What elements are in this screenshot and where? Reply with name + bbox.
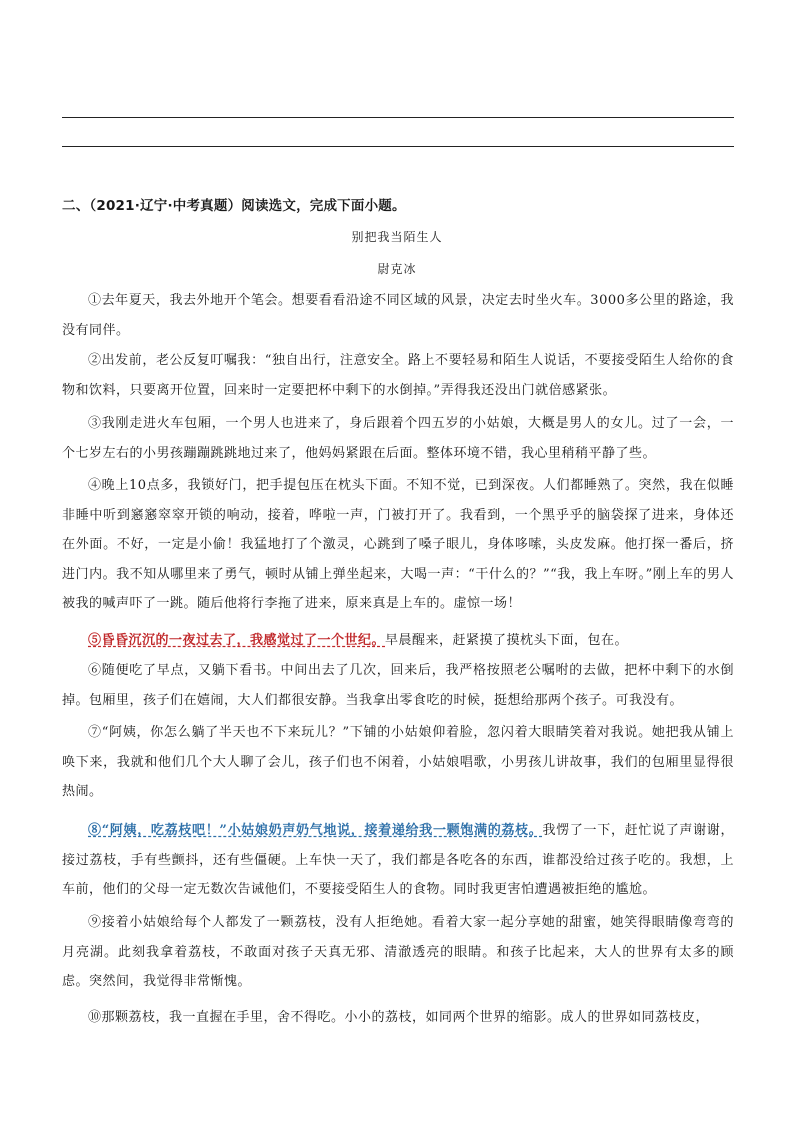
answer-line (62, 117, 734, 118)
paragraph: ②出发前，老公反复叮嘱我：“独自出行，注意安全。路上不要轻易和陌生人说话，不要接受陌生人给你的食物和饮料，只要离开位置，回来时一定要把杯中剩下的水倒掉。”弄得我还没出门就倍感紧张。 (62, 353, 734, 398)
paragraph: ⑤昏昏沉沉的一夜过去了，我感觉过了一个世纪。早晨醒来，赶紧摸了摸枕头下面，包在。 (88, 633, 629, 648)
paragraph: ⑩那颗荔枝，我一直握在手里，舍不得吃。小小的荔枝，如同两个世界的缩影。成人的世界如同荔枝皮， (88, 1010, 710, 1025)
paragraph: ③我刚走进火车包厢，一个男人也进来了，身后跟着个四五岁的小姑娘，大概是男人的女儿。过了一会，一个七岁左右的小男孩蹦蹦跳跳地过来了，他妈妈紧跟在后面。整体环境不错，我心里稍稍平静了些。 (62, 416, 734, 461)
article-author: 尉克冰 (377, 262, 417, 276)
highlighted-sentence: ⑧“阿姨，吃荔枝吧！”小姑娘奶声奶气地说，接着递给我一颗饱满的荔枝。 (88, 823, 543, 838)
section-heading: 二、（2021·辽宁·中考真题）阅读选文，完成下面小题。 (62, 198, 406, 214)
article-title: 别把我当陌生人 (351, 230, 443, 244)
highlighted-sentence: ⑤昏昏沉沉的一夜过去了，我感觉过了一个世纪。 (88, 633, 386, 648)
answer-line (62, 146, 734, 147)
paragraph: ①去年夏天，我去外地开个笔会。想要看看沿途不同区域的风景，决定去时坐火车。3000多公里的路途，我没有同伴。 (62, 293, 734, 338)
paragraph: ⑧“阿姨，吃荔枝吧！”小姑娘奶声奶气地说，接着递给我一颗饱满的荔枝。我愣了一下，赶忙说了声谢谢，接过荔枝，手有些颤抖，还有些僵硬。上车快一天了，我们都是各吃各的东西，谁都没给过孩子吃的。我想，上车前，他们的父母一定无数次告诫他们，不要接受陌生人的食物。同时我更害怕遭遇被拒绝的尴尬。 (62, 823, 734, 897)
paragraph: ⑥随便吃了早点，又躺下看书。中间出去了几次，回来后，我严格按照老公嘱咐的去做，把杯中剩下的水倒掉。包厢里，孩子们在嬉闹，大人们都很安静。当我拿出零食吃的时候，挺想给那两个孩子。可我没有。 (62, 663, 734, 708)
paragraph: ④晚上10点多，我锁好门，把手提包压在枕头下面。不知不觉，已到深夜。人们都睡熟了。突然，我在似睡非睡中听到窸窸窣窣开锁的响动，接着，哗啦一声，门被打开了。我看到，一个黑乎乎的脑袋探了进来，身体还在外面。不好，一定是小偷！我猛地打了个激灵，心跳到了嗓子眼儿，身体哆嗦，头皮发麻。他打探一番后，挤进门内。我不知从哪里来了勇气，顿时从铺上弹坐起来，大喝一声：“干什么的？”“我，我上车呀。”刚上车的男人被我的喊声吓了一跳。随后他将行李拖了进来，原来真是上车的。虚惊一场！ (62, 478, 734, 611)
paragraph: ⑦“阿姨，你怎么躺了半天也不下来玩儿？”下铺的小姑娘仰着脸，忽闪着大眼睛笑着对我说。她把我从铺上唤下来，我就和他们几个大人聊了会儿，孩子们也不闲着，小姑娘唱歌，小男孩儿讲故事，我们的包厢里显得很热闹。 (62, 725, 734, 799)
paragraph: ⑨接着小姑娘给每个人都发了一颗荔枝，没有人拒绝她。看着大家一起分享她的甜蜜，她笑得眼睛像弯弯的月亮湖。此刻我拿着荔枝，不敢面对孩子天真无邪、清澈透亮的眼睛。和孩子比起来，大人的世界有太多的顾虑。突然间，我觉得非常惭愧。 (62, 915, 734, 989)
